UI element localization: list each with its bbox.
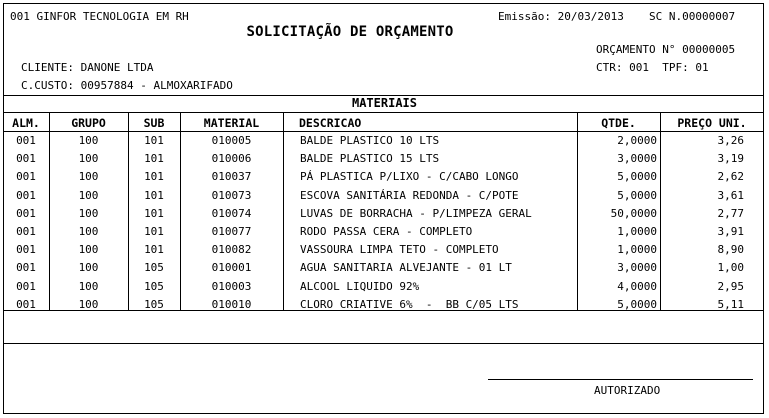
cell-material: 010077: [211, 224, 252, 238]
cell-preco: 8,90: [717, 243, 744, 257]
cell-sub: 101: [144, 243, 164, 257]
materials-table-body: [3, 131, 764, 313]
table-row: [3, 167, 764, 185]
cell-alm: 001: [16, 261, 36, 275]
cell-material: 010037: [211, 170, 252, 184]
ctr-tpf: CTR: 001 TPF: 01: [596, 61, 709, 74]
cell-alm: 001: [16, 188, 36, 202]
cell-alm: 001: [16, 152, 36, 166]
materials-section-title: MATERIAIS: [351, 96, 418, 110]
table-row: [3, 240, 764, 258]
cell-preco: 3,91: [717, 224, 744, 238]
quote-number: ORÇAMENTO N° 00000005: [596, 43, 736, 56]
cell-descricao: ALCOOL LIQUIDO 92%: [300, 279, 420, 293]
cell-material: 010003: [211, 279, 252, 293]
cell-material: 010001: [211, 261, 252, 275]
cell-qtde: 3,0000: [617, 152, 657, 166]
cell-descricao: LUVAS DE BORRACHA - P/LIMPEZA GERAL: [300, 206, 532, 220]
authorized-label: AUTORIZADO: [594, 384, 661, 397]
column-header-descricao: DESCRICAO: [299, 116, 362, 130]
cell-descricao: AGUA SANITARIA ALVEJANTE - 01 LT: [300, 261, 512, 275]
cell-descricao: ESCOVA SANITÁRIA REDONDA - C/POTE: [300, 188, 519, 202]
cell-preco: 1,00: [717, 261, 744, 275]
page-title: SOLICITAÇÃO DE ORÇAMENTO: [246, 24, 454, 40]
cell-sub: 105: [144, 261, 164, 275]
column-header-grupo: GRUPO: [71, 116, 106, 130]
cell-grupo: 100: [78, 224, 99, 238]
table-row: [3, 149, 764, 167]
emission-date: Emissão: 20/03/2013: [498, 10, 624, 23]
cell-grupo: 100: [78, 297, 99, 311]
cell-descricao: CLORO CRIATIVE 6% - BB C/05 LTS: [300, 297, 519, 311]
cell-grupo: 100: [78, 243, 99, 257]
cell-preco: 2,62: [717, 170, 744, 184]
cell-descricao: RODO PASSA CERA - COMPLETO: [300, 224, 473, 238]
column-header-qtde: QTDE.: [601, 116, 636, 130]
table-row: [3, 222, 764, 240]
cell-grupo: 100: [78, 134, 99, 147]
cell-qtde: 3,0000: [617, 261, 657, 275]
cell-sub: 101: [144, 224, 164, 238]
cell-descricao: BALDE PLASTICO 10 LTS: [300, 134, 440, 147]
cell-preco: 2,77: [717, 206, 744, 220]
cell-grupo: 100: [78, 279, 99, 293]
table-row: [3, 186, 764, 204]
cell-qtde: 5,0000: [617, 170, 657, 184]
cell-grupo: 100: [78, 170, 99, 184]
column-header-alm: ALM.: [12, 116, 40, 130]
table-row: [3, 258, 764, 276]
sc-number: SC N.00000007: [649, 10, 736, 23]
cell-sub: 101: [144, 152, 164, 166]
cell-alm: 001: [16, 297, 36, 311]
cell-descricao: BALDE PLASTICO 15 LTS: [300, 152, 440, 166]
cell-qtde: 2,0000: [617, 134, 657, 147]
cell-preco: 3,19: [717, 152, 744, 166]
cell-descricao: PÁ PLASTICA P/LIXO - C/CABO LONGO: [300, 170, 519, 184]
cell-sub: 101: [144, 170, 164, 184]
cell-sub: 101: [144, 134, 164, 147]
table-row: [3, 131, 764, 149]
column-header-preco: PREÇO UNI.: [677, 116, 747, 130]
cell-grupo: 100: [78, 261, 99, 275]
cell-preco: 2,95: [717, 279, 744, 293]
cell-grupo: 100: [78, 206, 99, 220]
cell-material: 010073: [211, 188, 252, 202]
cell-sub: 101: [144, 206, 164, 220]
client-name: CLIENTE: DANONE LTDA: [21, 61, 154, 74]
cell-preco: 3,61: [717, 188, 744, 202]
cell-qtde: 1,0000: [617, 224, 657, 238]
table-row: [3, 204, 764, 222]
cost-center: C.CUSTO: 00957884 - ALMOXARIFADO: [21, 79, 233, 92]
cell-alm: 001: [16, 170, 36, 184]
cell-sub: 105: [144, 279, 164, 293]
cell-preco: 5,11: [717, 297, 744, 311]
cell-sub: 101: [144, 188, 164, 202]
divider: [3, 112, 764, 113]
company-name: 001 GINFOR TECNOLOGIA EM RH: [10, 10, 189, 23]
column-header-sub: SUB: [143, 116, 165, 130]
cell-qtde: 1,0000: [617, 243, 657, 257]
table-row: [3, 277, 764, 295]
cell-alm: 001: [16, 206, 36, 220]
cell-grupo: 100: [78, 152, 99, 166]
cell-descricao: VASSOURA LIMPA TETO - COMPLETO: [300, 243, 499, 257]
column-header-material: MATERIAL: [203, 116, 260, 130]
cell-material: 010005: [211, 134, 252, 147]
cell-alm: 001: [16, 224, 36, 238]
cell-preco: 3,26: [717, 134, 744, 147]
cell-material: 010006: [211, 152, 252, 166]
cell-alm: 001: [16, 243, 36, 257]
divider: [3, 310, 764, 311]
cell-alm: 001: [16, 279, 36, 293]
cell-qtde: 5,0000: [617, 297, 657, 311]
cell-material: 010010: [211, 297, 252, 311]
signature-line: [488, 379, 753, 380]
cell-grupo: 100: [78, 188, 99, 202]
cell-alm: 001: [16, 134, 36, 147]
cell-qtde: 50,0000: [610, 206, 657, 220]
divider: [3, 343, 764, 344]
cell-sub: 105: [144, 297, 164, 311]
cell-material: 010082: [211, 243, 252, 257]
cell-qtde: 5,0000: [617, 188, 657, 202]
cell-qtde: 4,0000: [617, 279, 657, 293]
cell-material: 010074: [211, 206, 252, 220]
